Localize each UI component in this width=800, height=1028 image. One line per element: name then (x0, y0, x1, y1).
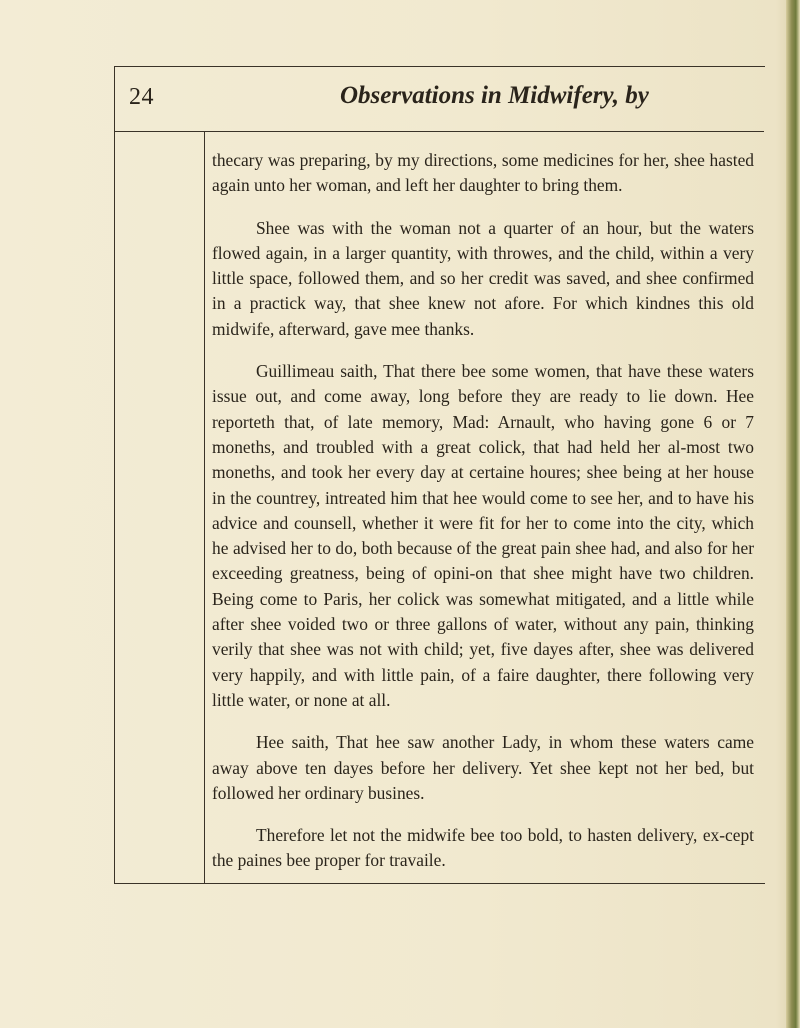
page-number: 24 (129, 84, 154, 110)
paragraph-3: Guillimeau saith, That there bee some women, that have these waters issue out, and come away, long before they are ready to lie down. Hee reporteth that, of late memory, Mad: Arnault, who having gone 6 or 7 moneths, and troubled with a great colick, that had held her al-most two moneths, and took her every day at certaine houres; shee being at her house in the countrey, intreated him that hee would come to see her, and to have his advice and counsell, whether it were fit for her to come into the city, which he advised her to do, both because of the great pain shee had, and also for her exceeding greatness, being of opini-on that shee might have two children. Being come to Paris, her colick was somewhat mitigated, and a little while after shee voided two or three gallons of water, without any pain, thinking verily that shee was not with child; yet, five dayes after, shee was delivered very happily, and with little pain, of a faire daughter, there following very little water, or none at all. (212, 361, 754, 710)
paragraph-1: thecary was preparing, by my directions, some medicines for her, shee hasted again unto her woman, and left her daughter to bring them. (212, 150, 754, 196)
running-title: Observations in Midwifery, by (340, 82, 649, 109)
margin-column-rule (204, 131, 205, 883)
header-rule (114, 131, 764, 132)
paragraph-5: Therefore let not the midwife bee too bold, to hasten delivery, ex-cept the paines bee proper for travaile. (212, 825, 754, 871)
paragraph-2: Shee was with the woman not a quarter of an hour, but the waters flowed again, in a larger quantity, with throwes, and the child, within a very little space, followed them, and so her credit was saved, and shee confirmed in a practick way, that shee knew not afore. For which kindnes this old midwife, afterward, gave mee thanks. (212, 217, 754, 339)
paragraph-4: Hee saith, That hee saw another Lady, in whom these waters came away above ten dayes before her delivery. Yet shee kept not her bed, but followed her ordinary busines. (212, 732, 754, 803)
body-text (212, 148, 754, 891)
page-edge-shadow (786, 0, 800, 1028)
